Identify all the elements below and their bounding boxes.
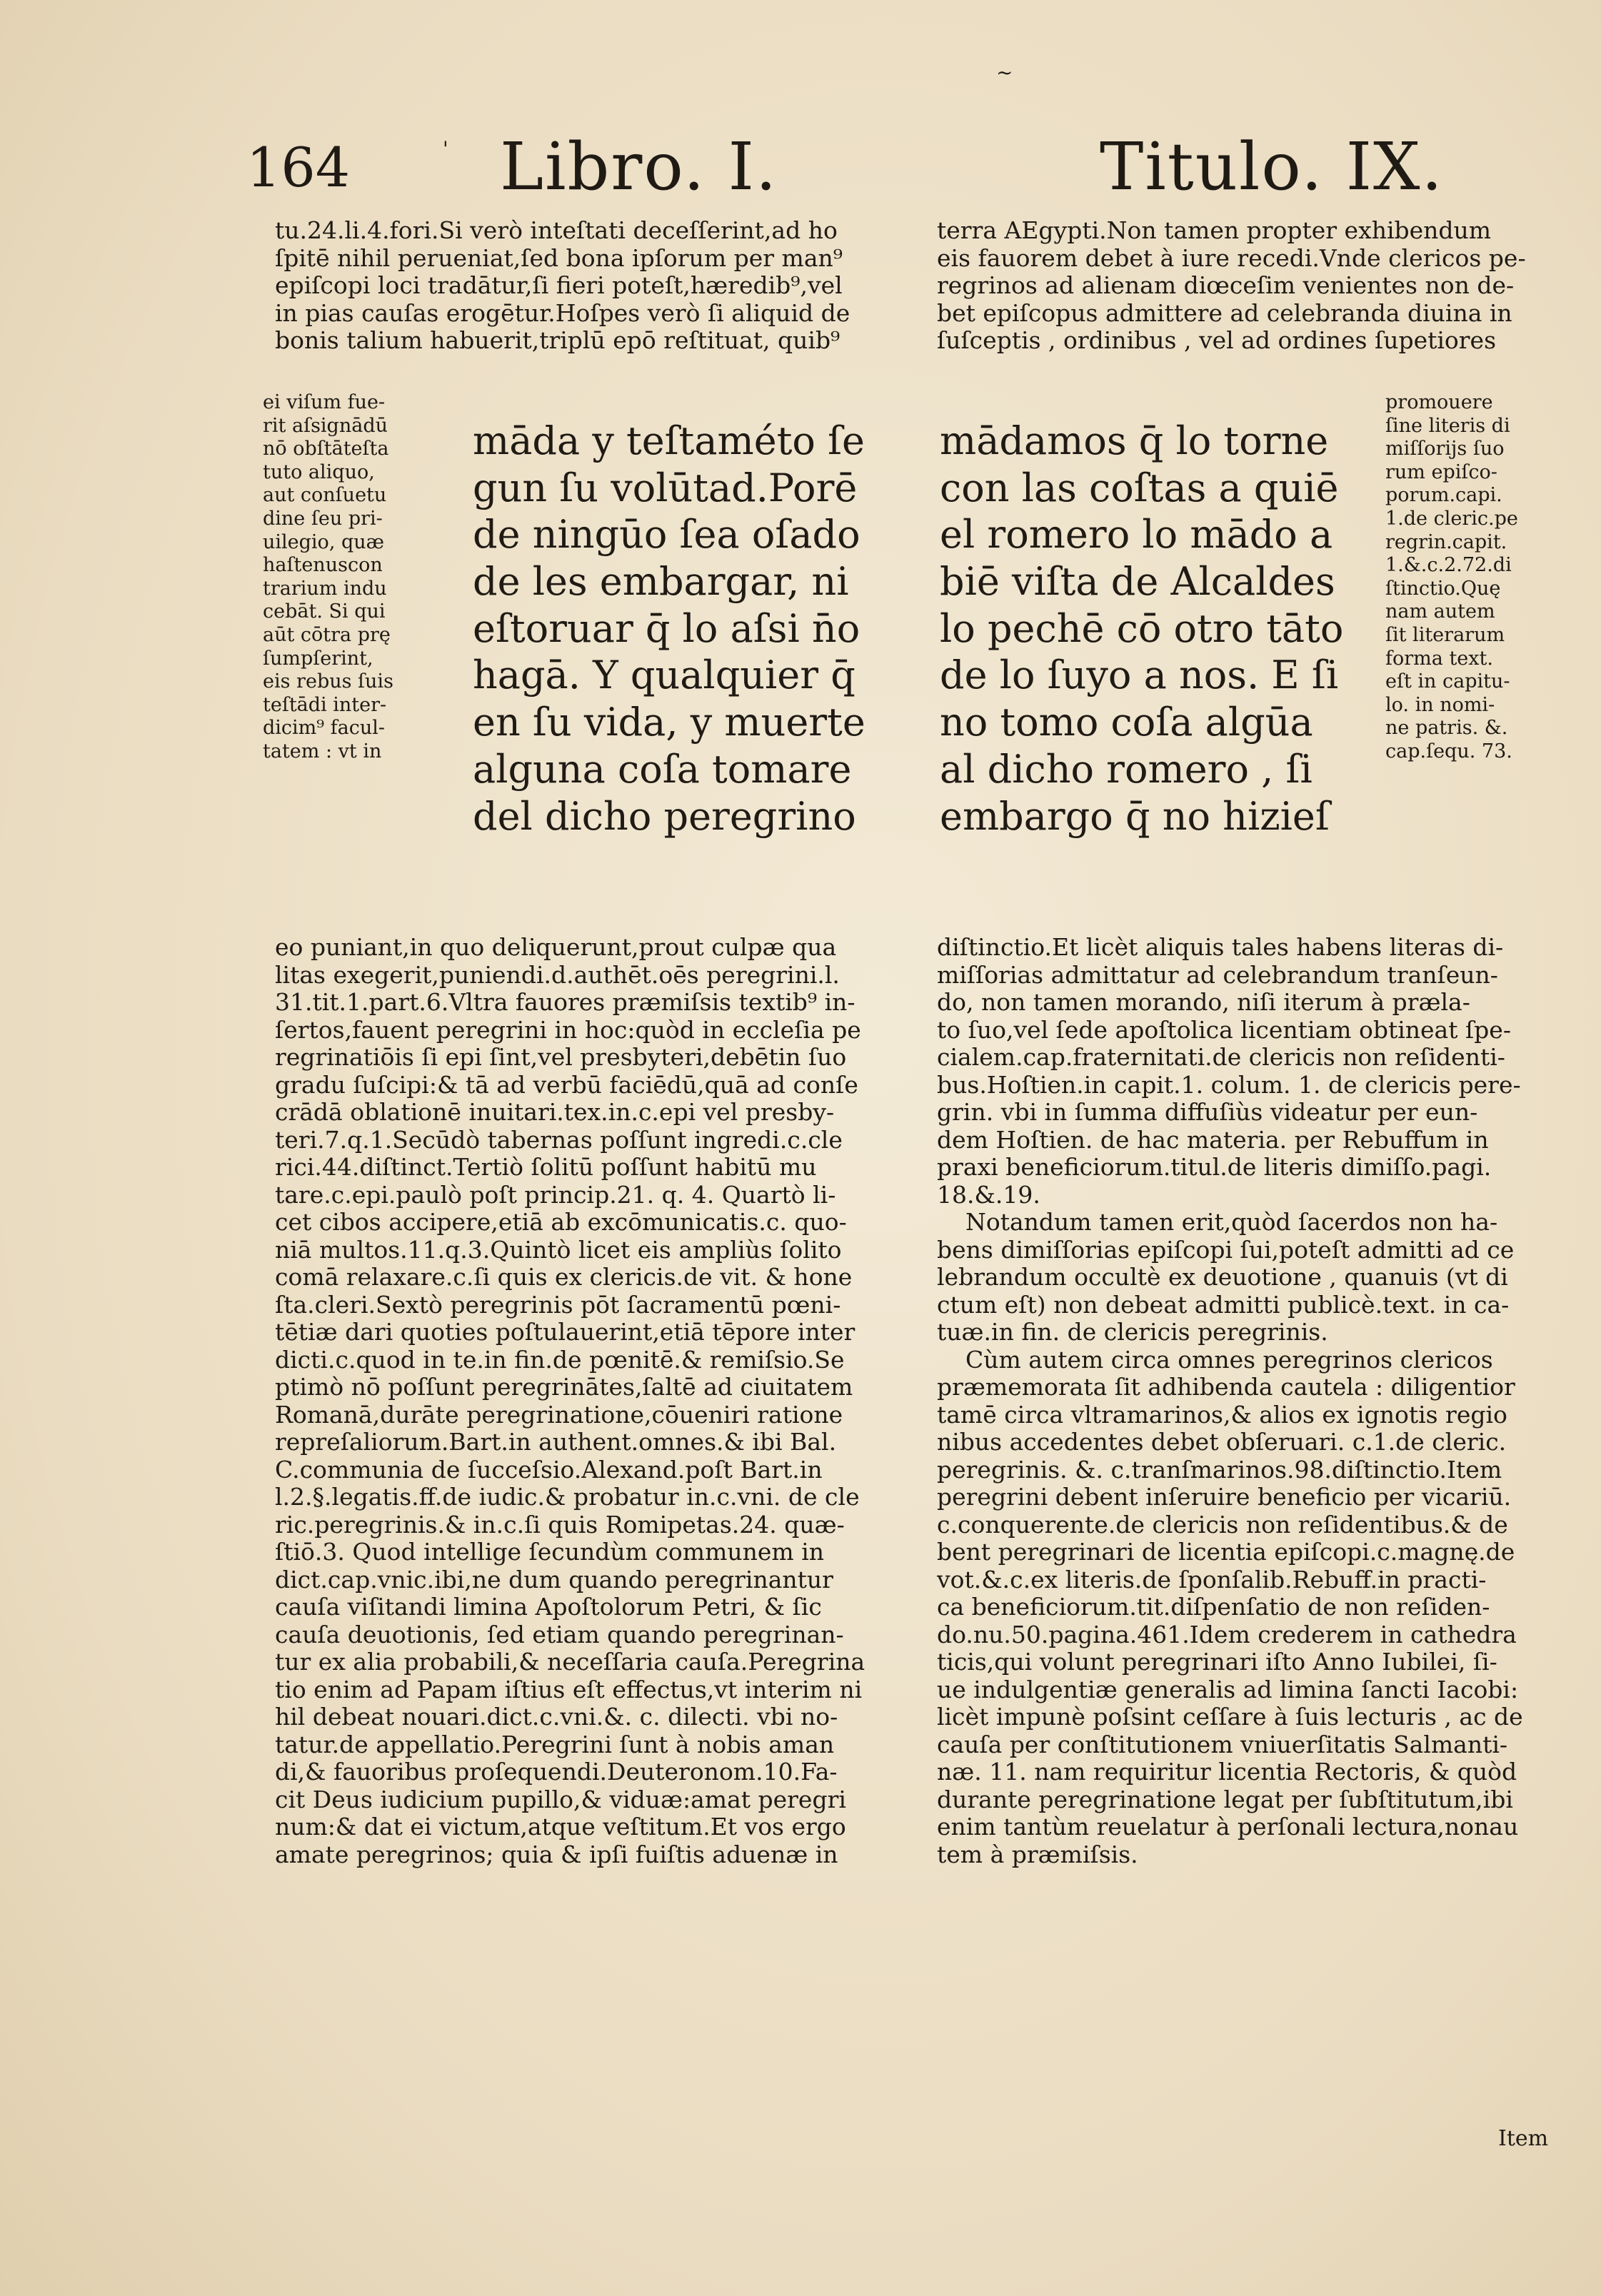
text-line: terra AEgypti.Non tamen propter exhibendum — [937, 216, 1492, 244]
left-gloss-bottom — [275, 934, 865, 1868]
text-line: ſit literarum — [1385, 623, 1505, 646]
text-line: ticis,qui volunt peregrinari iſto Anno Iubilei, ſi- — [937, 1648, 1497, 1676]
text-line: ue indulgentiæ generalis ad limina ſancti Iacobi: — [937, 1675, 1519, 1703]
text-line: enim tantùm reuelatur à perſonali lectura,nonau — [937, 1813, 1519, 1841]
text-line: niā multos.11.q.3.Quintò licet eis ampliùs ſolito — [275, 1235, 842, 1264]
text-line: 31.tit.1.part.6.Vltra fauores præmiſsis textib⁹ in- — [275, 988, 855, 1016]
text-line: teri.7.q.1.Secūdò tabernas poſſunt ingredi.c.cle — [275, 1125, 843, 1154]
text-line: hil debeat nouari.dict.c.vni.&. c. dilecti. vbi no- — [275, 1703, 838, 1731]
text-line: ſtiō.3. Quod intellige ſecundùm communem in — [275, 1538, 825, 1566]
text-line: lo. in nomi- — [1385, 693, 1495, 716]
text-line: cauſa deuotionis, ſed etiam quando peregrinan- — [275, 1620, 844, 1648]
text-line: teſtādi inter- — [263, 693, 387, 716]
stray-mark: ' — [443, 137, 448, 161]
text-line: bent peregrinari de licentia epiſcopi.c.magnę.de — [937, 1538, 1515, 1566]
text-line: næ. 11. nam requiritur licentia Rectoris, & quòd — [937, 1758, 1517, 1786]
text-line: cap.ſequ. 73. — [1385, 740, 1512, 762]
text-line: rici.44.diſtinct.Tertiò ſolitū poſſunt habitū mu — [275, 1153, 817, 1181]
text-line: dicim⁹ facul- — [263, 717, 386, 740]
running-title-right: Titulo. IX. — [1100, 129, 1444, 205]
text-line: alguna coſa tomare — [473, 746, 852, 792]
text-line: ſta.cleri.Sextò peregrinis pōt ſacramentū pœni- — [275, 1290, 841, 1319]
text-line: regrinatiōis ſi epi ſint,vel presbyteri,debētin ſuo — [275, 1043, 847, 1071]
running-title-left: Libro. I. — [500, 129, 778, 205]
text-line: l.2.§.legatis.ff.de iudic.& probatur in.c.vni. de cle — [275, 1483, 860, 1511]
text-line: comā relaxare.c.ſi quis ex clericis.de vit. & hone — [275, 1263, 853, 1291]
left-vernacular-text — [473, 418, 865, 840]
text-line: embargo q̄ no hizieſ — [940, 793, 1330, 839]
text-line: tatem : vt in — [263, 740, 382, 762]
right-vernacular-text — [940, 418, 1343, 840]
text-line: diſtinctio.Et licèt aliquis tales habens literas di- — [937, 933, 1504, 961]
text-line: el romero lo mādo a — [940, 512, 1333, 558]
stray-mark: ~ — [996, 61, 1013, 84]
text-line: tatur.de appellatio.Peregrini ſunt à nobis aman — [275, 1730, 835, 1758]
text-line: dine ſeu pri- — [263, 507, 383, 530]
text-line: C.communia de ſucceſsio.Alexand.poſt Bart.in — [275, 1455, 823, 1484]
text-line: promouere — [1385, 391, 1493, 413]
text-line: ſertos,fauent peregrini in hoc:quòd in eccleſia pe — [275, 1015, 861, 1044]
text-line: 1.&.c.2.72.di — [1385, 554, 1512, 577]
text-line: rum epiſco- — [1385, 460, 1497, 483]
text-line: no tomo coſa algūa — [940, 700, 1313, 745]
text-line: cauſa per conſtitutionem vniuerſitatis Salmanti- — [937, 1730, 1508, 1758]
text-line: nibus accedentes debet obſeruari. c.1.de cleric. — [937, 1428, 1507, 1456]
text-line: trarium indu — [263, 577, 387, 600]
text-line: ſtinctio.Quę — [1385, 577, 1501, 600]
text-line: rit aſsignādū — [263, 414, 388, 437]
text-line: Romanā,durāte peregrinatione,cōueniri ratione — [275, 1400, 843, 1429]
text-line: tare.c.epi.paulò poſt princip.21. q. 4. Quartò li- — [275, 1180, 836, 1209]
text-line: peregrinis. &. c.tranſmarinos.98.diſtinctio.Item — [937, 1455, 1502, 1484]
text-line: ſine literis di — [1385, 414, 1510, 437]
left-gloss-top — [275, 217, 850, 355]
text-line: eſtoruar q̄ lo aſsi n̄o — [473, 605, 860, 651]
text-line: del dicho peregrino — [473, 793, 856, 839]
text-line: māda y teſtaméto ſe — [473, 418, 865, 463]
text-line: ctum eſt) non debeat admitti publicè.text. in ca- — [937, 1290, 1510, 1319]
text-line: to ſuo,vel ſede apoſtolica licentiam obtineat ſpe- — [937, 1015, 1511, 1044]
text-line: gradu ſuſcipi:& tā ad verbū faciēdū,quā ad conſe — [275, 1070, 858, 1099]
text-line: regrinos ad alienam diœceſim venientes non de- — [937, 271, 1515, 299]
text-line: mādamos q̄ lo torne — [940, 418, 1329, 463]
text-line: amate peregrinos; quia & ipſi fuiſtis aduenæ in — [275, 1840, 838, 1868]
text-line: bet epiſcopus admittere ad celebranda diuina in — [937, 298, 1512, 327]
text-line: eis fauorem debet à iure recedi.Vnde clericos pe- — [937, 243, 1526, 272]
text-line: Notandum tamen erit,quòd ſacerdos non ha- — [965, 1208, 1498, 1236]
text-line: forma text. — [1385, 647, 1493, 670]
text-line: peregrini debent inſeruire beneficio per vicariū. — [937, 1483, 1512, 1511]
text-line: aut conſuetu — [263, 484, 387, 507]
text-line: ric.peregrinis.& in.c.ſi quis Romipetas.24. quæ- — [275, 1510, 845, 1539]
right-gloss-bottom — [937, 934, 1523, 1868]
text-line: 18.&.19. — [937, 1180, 1040, 1209]
text-line: con las coſtas a quiē — [940, 465, 1339, 510]
text-line: ptimò nō poſſunt peregrinātes,ſaltē ad ciuitatem — [275, 1373, 853, 1401]
text-line: regrin.capit. — [1385, 530, 1507, 553]
text-line: tur ex alia probabili,& neceſſaria cauſa.Peregrina — [275, 1648, 865, 1676]
text-line: praxi beneficiorum.titul.de literis dimiſſo.pagi. — [937, 1153, 1492, 1181]
text-line: præmemorata ſit adhibenda cautela : diligentior — [937, 1373, 1515, 1401]
text-line: tētiæ dari quoties poſtulauerint,etiā tēpore inter — [275, 1318, 855, 1346]
right-gloss-margin — [1385, 391, 1518, 764]
text-line: in pias cauſas erogētur.Hoſpes verò ſi aliquid de — [275, 298, 850, 327]
text-line: al dicho romero , ſi — [940, 746, 1313, 792]
catchword: Item — [1498, 2126, 1549, 2151]
text-line: tem à præmiſsis. — [937, 1840, 1138, 1868]
text-line: cialem.cap.fraternitati.de clericis non reſidenti- — [937, 1043, 1505, 1071]
text-line: nam autem — [1385, 600, 1495, 623]
text-line: miſſorijs ſuo — [1385, 438, 1505, 460]
text-line: vot.&.c.ex literis.de ſponſalib.Rebuff.in practi- — [937, 1565, 1487, 1593]
text-line: lo pechē cō otro tāto — [940, 605, 1344, 651]
right-gloss-top — [937, 217, 1526, 355]
text-line: crādā oblationē inuitari.tex.in.c.epi vel presby- — [275, 1098, 835, 1126]
text-line: bus.Hoſtien.in capit.1. colum. 1. de clericis pere- — [937, 1070, 1521, 1099]
text-line: dem Hoſtien. de hac materia. per Rebuffum in — [937, 1125, 1489, 1154]
text-line: biē viſta de Alcaldes — [940, 559, 1335, 605]
text-line: cit Deus iudicium pupillo,& viduæ:amat peregri — [275, 1785, 846, 1813]
text-line: num:& dat ei victum,atque veſtitum.Et vos ergo — [275, 1813, 846, 1841]
text-line: haſtenuscon — [263, 554, 383, 577]
text-line: epiſcopi loci tradātur,ſi fieri poteſt,hæredib⁹,vel — [275, 271, 843, 299]
text-line: do, non tamen morando, niſi iterum à præla- — [937, 988, 1470, 1016]
text-line: eſt in capitu- — [1385, 670, 1510, 693]
text-line: durante peregrinatione legat per ſubſtitutum,ibi — [937, 1785, 1513, 1813]
text-line: bonis talium habuerit,triplū epō reſtituat, quib⁹ — [275, 326, 840, 354]
text-line: de les embargar, ni — [473, 559, 849, 605]
text-line: nō obſtāteſta — [263, 438, 389, 460]
text-line: en ſu vida, y muerte — [473, 700, 865, 745]
text-line: eis rebus ſuis — [263, 670, 393, 693]
text-line: ca beneficiorum.tit.diſpenſatio de non reſiden- — [937, 1593, 1490, 1621]
text-line: de lo ſuyo a nos. E ſi — [940, 653, 1339, 698]
text-line: repreſaliorum.Bart.in authent.omnes.& ibi Bal. — [275, 1428, 837, 1456]
text-line: c.conquerente.de clericis non reſidentibus.& de — [937, 1510, 1508, 1539]
text-line: Cùm autem circa omnes peregrinos clericos — [965, 1345, 1493, 1374]
text-line: di,& fauoribus proſequendi.Deuteronom.10.Fa- — [275, 1758, 838, 1786]
text-line: hagā. Y qualquier q̄ — [473, 653, 855, 698]
text-line: ſuſceptis , ordinibus , vel ad ordines ſupetiores — [937, 326, 1497, 354]
text-line: tuæ.in fin. de clericis peregrinis. — [937, 1318, 1328, 1346]
text-line: tu.24.li.4.fori.Si verò inteſtati deceſſerint,ad ho — [275, 216, 838, 244]
text-line: do.nu.50.pagina.461.Idem crederem in cathedra — [937, 1620, 1517, 1648]
text-line: aūt cōtra prę — [263, 623, 391, 646]
text-line: lebrandum occultè ex deuotione , quanuis (vt di — [937, 1263, 1508, 1291]
text-line: dict.cap.vnic.ibi,ne dum quando peregrinantur — [275, 1565, 833, 1593]
text-line: gun ſu volūtad.Porē — [473, 465, 858, 510]
text-line: licèt impunè poſsint ceſſare à ſuis lecturis , ac de — [937, 1703, 1523, 1731]
text-line: miſſorias admittatur ad celebrandum tranſeun- — [937, 960, 1498, 989]
text-line: bens dimiſſorias epiſcopi ſui,poteſt admitti ad ce — [937, 1235, 1515, 1264]
left-gloss-margin — [263, 391, 393, 764]
text-line: dicti.c.quod in te.in fin.de pœnitē.& remiſsio.Se — [275, 1345, 845, 1374]
text-line: tio enim ad Papam iſtius eſt effectus,vt interim ni — [275, 1675, 863, 1703]
text-line: ei viſum fue- — [263, 391, 386, 413]
text-line: 1.de cleric.pe — [1385, 507, 1518, 530]
text-line: tamē circa vltramarinos,& alios ex ignotis regio — [937, 1400, 1507, 1429]
text-line: ne patris. &. — [1385, 717, 1508, 740]
text-line: cebāt. Si qui — [263, 600, 386, 623]
text-line: cet cibos accipere,etiā ab excōmunicatis.c. quo- — [275, 1208, 847, 1236]
text-line: eo puniant,in quo deliquerunt,prout culpæ qua — [275, 933, 837, 961]
text-line: de ningūo ſea oſado — [473, 512, 860, 558]
page-header — [0, 107, 1601, 207]
text-line: porum.capi. — [1385, 484, 1502, 507]
text-line: litas exegerit,puniendi.d.authēt.oēs peregrini.l. — [275, 960, 840, 989]
text-line: ſumpſerint, — [263, 647, 373, 670]
text-line: cauſa viſitandi limina Apoſtolorum Petri, & ſic — [275, 1593, 822, 1621]
text-line: tuto aliquo, — [263, 460, 375, 483]
text-line: grin. vbi in ſumma diffuſiùs videatur per eun- — [937, 1098, 1478, 1126]
text-line: ſpitē nihil perueniat,ſed bona ipſorum per man⁹ — [275, 243, 843, 272]
folio-number: 164 — [246, 136, 351, 199]
text-line: uilegio, quæ — [263, 530, 385, 553]
